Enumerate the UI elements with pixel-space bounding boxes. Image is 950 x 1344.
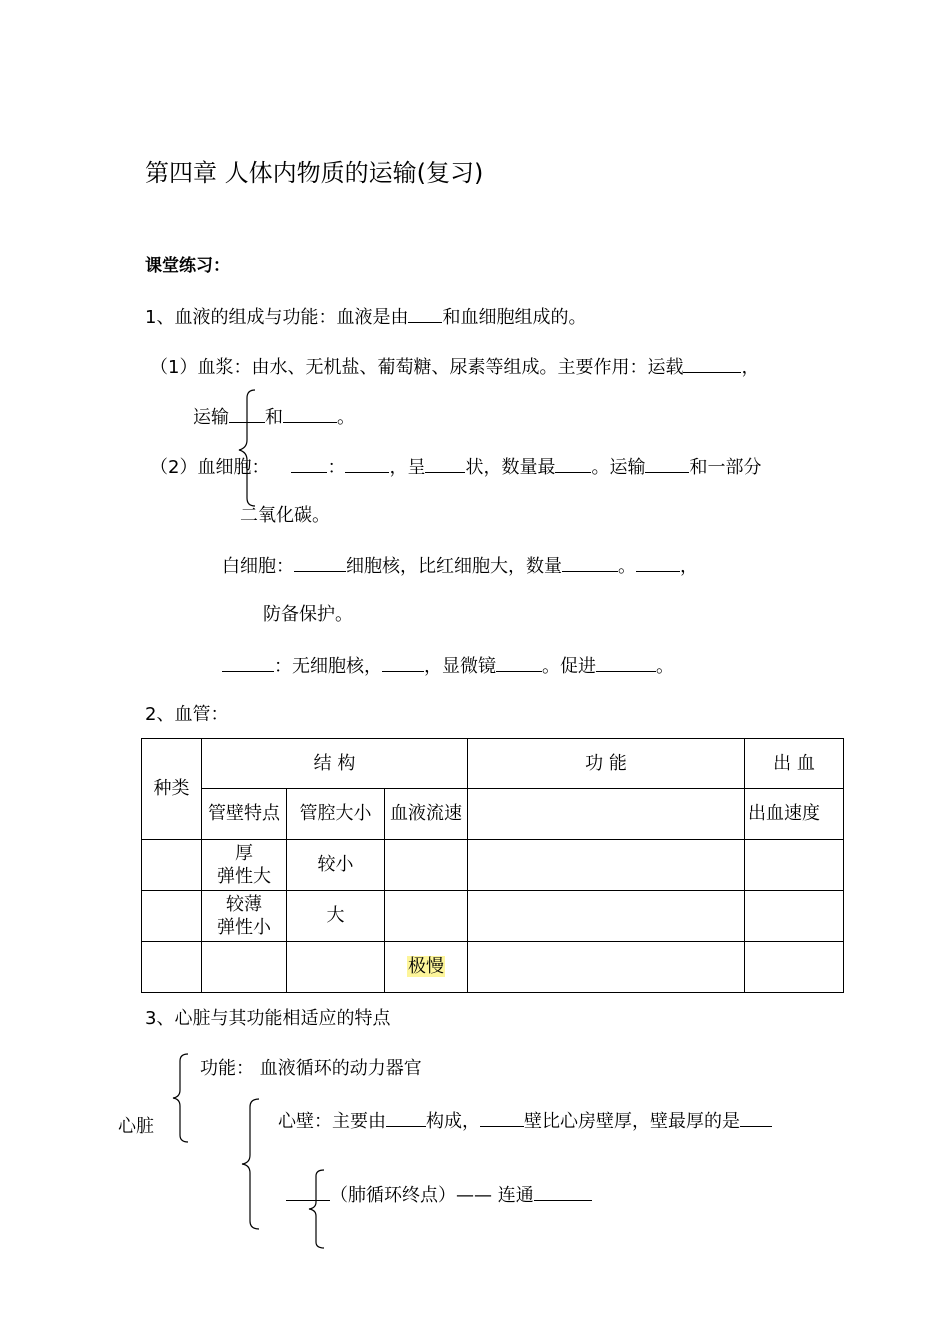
wall-text: 厚	[235, 843, 253, 864]
wbc-text-b: 细胞核，比红细胞大，数量	[346, 556, 562, 577]
wbc-text-c: 。	[618, 556, 636, 577]
cells-text-e: 。运输	[591, 457, 646, 478]
function-cell	[468, 942, 745, 993]
flow-cell	[385, 942, 468, 993]
function-header: 功 能	[468, 739, 745, 789]
function-cell	[468, 891, 745, 942]
blank	[496, 653, 542, 672]
blank	[480, 1108, 524, 1127]
type-cell	[142, 840, 202, 891]
table-subheader-row	[142, 789, 844, 840]
cells-line-1	[150, 454, 761, 480]
blank	[291, 454, 327, 473]
blank	[596, 653, 656, 672]
type-cell	[142, 891, 202, 942]
q1-text-b: 和血细胞组成的。	[442, 307, 587, 328]
type-cell	[142, 942, 202, 993]
platelet-text-b: ，显微镜	[424, 656, 496, 677]
function-cell	[468, 840, 745, 891]
lumen-cell: 较小	[287, 840, 385, 891]
table-row	[142, 840, 844, 891]
blank	[294, 553, 346, 572]
bleeding-cell	[745, 840, 844, 891]
question-3: 3、心脏与其功能相适应的特点	[145, 1008, 391, 1029]
heart-wall-line	[278, 1108, 772, 1134]
cells-line-2: 二氧化碳。	[240, 505, 330, 526]
wall-text-b: 构成，	[426, 1111, 480, 1132]
blank	[425, 454, 465, 473]
table-row	[142, 942, 844, 993]
wall-header: 管壁特点	[202, 789, 287, 840]
wbc-line-1	[222, 553, 698, 579]
heart-brace	[170, 1052, 194, 1144]
plasma-text-d: 和	[265, 407, 283, 428]
question-2: 2、血管：	[145, 704, 229, 725]
blank	[382, 653, 424, 672]
cells-text-a: （2）血细胞：	[150, 457, 270, 478]
wall-cell	[202, 840, 287, 891]
structure-header: 结 构	[202, 739, 468, 789]
blank	[683, 354, 741, 373]
lumen-header: 管腔大小	[287, 789, 385, 840]
table-header-row	[142, 739, 844, 789]
flow-highlight-text: 极慢	[408, 956, 444, 977]
wall-text-c: 壁比心房壁厚，壁最厚的是	[524, 1111, 740, 1132]
blank	[555, 454, 591, 473]
plasma-text-e: 。	[337, 407, 355, 428]
platelet-text-a: ：无细胞核，	[274, 656, 382, 677]
q1-text-a: 1、血液的组成与功能：血液是由	[145, 307, 409, 328]
bleeding-cell	[745, 942, 844, 993]
blank	[534, 1182, 592, 1201]
platelet-text-d: 。	[656, 656, 674, 677]
blank	[345, 454, 389, 473]
bleeding-speed-header: 出血速度	[745, 789, 844, 840]
flow-cell	[385, 891, 468, 942]
lumen-cell	[287, 942, 385, 993]
wall-cell	[202, 942, 287, 993]
lumen-cell: 大	[287, 891, 385, 942]
pulmonary-brace	[306, 1168, 328, 1250]
pulmonary-text: （肺循环终点）—— 连通	[330, 1185, 534, 1206]
flow-cell	[385, 840, 468, 891]
cells-text-f: 和一部分	[689, 457, 762, 478]
bleeding-cell	[745, 891, 844, 942]
blood-vessel-table	[141, 738, 844, 993]
platelet-text-c: 。促进	[542, 656, 596, 677]
blank	[562, 553, 618, 572]
wall-text-a: 心壁：主要由	[278, 1111, 386, 1132]
blank	[740, 1108, 772, 1127]
wall-text: 弹性大	[217, 866, 271, 887]
blank	[386, 1108, 426, 1127]
wall-text: 较薄	[226, 894, 262, 915]
cells-text-d: 状，数量最	[465, 457, 556, 478]
plasma-text-b: ，	[741, 357, 760, 378]
flow-header: 血液流速	[385, 789, 468, 840]
blank	[636, 553, 680, 572]
page-title: 第四章 人体内物质的运输(复习)	[145, 159, 484, 187]
wbc-line-2: 防备保护。	[263, 604, 353, 625]
platelet-line	[222, 653, 674, 679]
cells-brace	[235, 388, 265, 508]
wall-cell	[202, 891, 287, 942]
blank	[408, 304, 442, 323]
blank	[283, 404, 337, 423]
function-cell	[468, 789, 745, 840]
plasma-text-c: 运输	[193, 407, 229, 428]
bleeding-header: 出 血	[745, 739, 844, 789]
cells-text-b: ：	[327, 457, 346, 478]
wall-text: 弹性小	[217, 917, 271, 938]
plasma-line-1	[150, 354, 759, 380]
heart-function: 功能： 血液循环的动力器官	[200, 1058, 422, 1079]
heart-label: 心脏	[118, 1116, 154, 1137]
plasma-text-a: （1）血浆：由水、无机盐、葡萄糖、尿素等组成。主要作用：运载	[150, 357, 684, 378]
question-1	[145, 304, 586, 330]
section-label: 课堂练习：	[145, 256, 230, 276]
blank	[645, 454, 689, 473]
wbc-text-a: 白细胞：	[222, 556, 294, 577]
type-header: 种类	[142, 739, 202, 840]
blank	[222, 653, 274, 672]
cells-text-c: ，呈	[389, 457, 426, 478]
pulmonary-line	[286, 1182, 592, 1208]
blank	[286, 1182, 330, 1201]
wbc-text-d: ，	[680, 556, 698, 577]
heart-wall-brace	[238, 1097, 264, 1231]
table-row	[142, 891, 844, 942]
plasma-line-2	[193, 404, 355, 430]
